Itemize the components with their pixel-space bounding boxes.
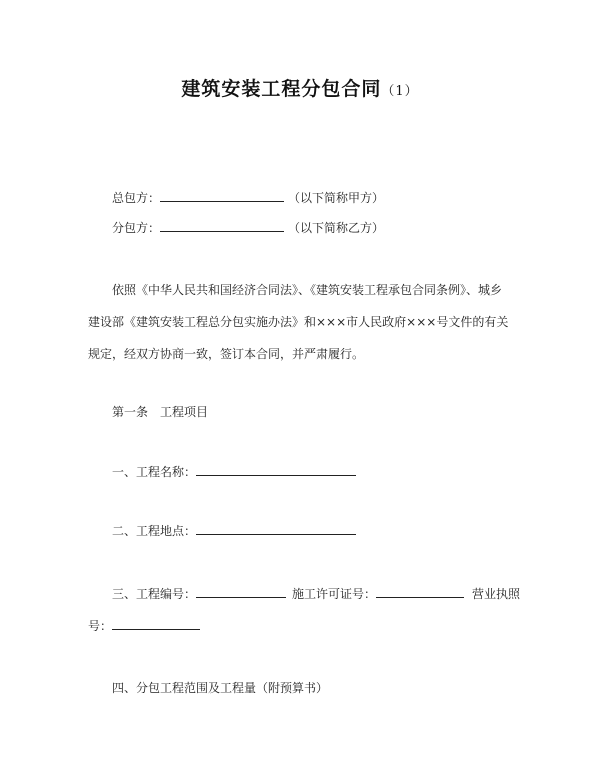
license-number-blank[interactable] (112, 617, 200, 630)
preamble-line: 规定，经双方协商一致，签订本合同，并严肃履行。 (88, 347, 365, 361)
project-location-label: 二、工程地点： (112, 524, 197, 538)
permit-label: 施工许可证号： (292, 587, 377, 601)
title-main: 建筑安装工程分包合同 (181, 78, 382, 100)
project-code-blank[interactable] (196, 585, 286, 598)
project-name-blank[interactable] (196, 463, 356, 476)
party-subcontractor-blank[interactable] (160, 219, 284, 232)
preamble-paragraph (88, 274, 508, 370)
item-license-number (88, 617, 200, 634)
project-location-blank[interactable] (196, 522, 356, 535)
party-note: （以下简称乙方） (288, 221, 385, 235)
item-scope: 四、分包工程范围及工程量（附预算书） (112, 681, 329, 695)
preamble-line: 建设部《建筑安装工程总分包实施办法》和×××市人民政府×××号文件的有关 (88, 315, 509, 329)
license-label-cont: 号： (88, 619, 113, 633)
party-label: 分包方： (112, 221, 161, 235)
item-project-name (112, 463, 356, 480)
party-subcontractor (112, 219, 384, 236)
party-note: （以下简称甲方） (288, 191, 385, 205)
item-project-code (112, 585, 520, 602)
party-label: 总包方： (112, 191, 161, 205)
preamble-line: 依照《中华人民共和国经济合同法》、《建筑安装工程承包合同条例》、城乡 (112, 283, 503, 297)
title-number: （1） (381, 84, 419, 99)
article-1-heading: 第一条 工程项目 (112, 405, 209, 419)
project-code-label: 三、工程编号： (112, 587, 197, 601)
permit-number-blank[interactable] (376, 585, 464, 598)
document-title (0, 74, 600, 101)
license-label: 营业执照 (472, 587, 521, 601)
party-general-contractor-blank[interactable] (160, 189, 284, 202)
project-name-label: 一、工程名称： (112, 465, 197, 479)
item-project-location (112, 522, 356, 539)
party-general-contractor (112, 189, 384, 206)
